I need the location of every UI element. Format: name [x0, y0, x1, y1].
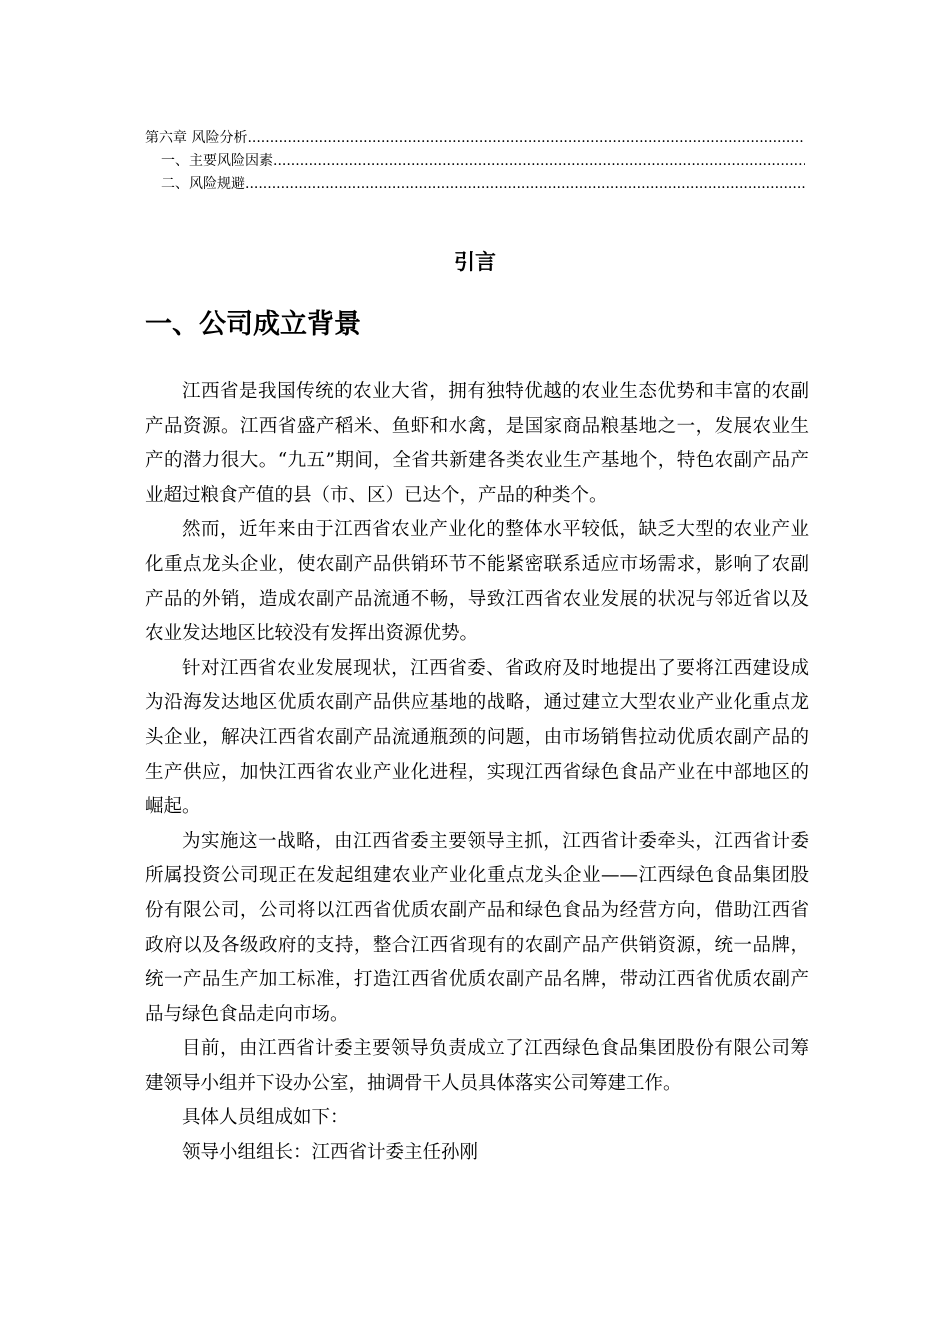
- paragraph: 为实施这一战略，由江西省委主要领导主抓，江西省计委牵头，江西省计委所属投资公司现正在发起组建农业产业化重点龙头企业——江西绿色食品集团股份有限公司，公司将以江西省优质农副产品和绿色食品为经营方向，借助江西省政府以及各级政府的支持，整合江西省现有的农副产品产供销资源，统一品牌，统一产品生产加工标准，打造江西省优质农副产品名牌，带动江西省优质农副产品与绿色食品走向市场。: [145, 830, 809, 1025]
- table-of-contents: [145, 127, 805, 196]
- toc-entry-chapter-6[interactable]: [145, 127, 805, 150]
- toc-leader-dots: [247, 127, 805, 150]
- toc-entry-main-risks[interactable]: [145, 150, 805, 173]
- toc-entry-label: 第六章 风险分析: [145, 130, 248, 146]
- paragraph: 具体人员组成如下：: [182, 1107, 349, 1129]
- intro-heading: 引言: [454, 250, 496, 274]
- paragraph: 针对江西省农业发展现状，江西省委、省政府及时地提出了要将江西建设成为沿海发达地区优质农副产品供应基地的战略，通过建立大型农业产业化重点龙头企业，解决江西省农副产品流通瓶颈的问题，由市场销售拉动优质农副产品的生产供应，加快江西省农业产业化进程，实现江西省绿色食品产业在中部地区的崛起。: [145, 657, 809, 818]
- toc-entry-label: 一、主要风险因素: [161, 153, 273, 169]
- paragraph: 江西省是我国传统的农业大省，拥有独特优越的农业生态优势和丰富的农副产品资源。江西省盛产稻米、鱼虾和水禽，是国家商品粮基地之一，发展农业生产的潜力很大。“九五”期间，全省共新建各类农业生产基地个，特色农副产品产业超过粮食产值的县（市、区）已达个，产品的种类个。: [145, 381, 809, 506]
- toc-entry-risk-avoidance[interactable]: [145, 173, 805, 196]
- body-text: [145, 375, 809, 1171]
- toc-leader-dots: [245, 173, 805, 196]
- section-heading: 一、公司成立背景: [145, 309, 361, 340]
- paragraph: 然而，近年来由于江西省农业产业化的整体水平较低，缺乏大型的农业产业化重点龙头企业，使农副产品供销环节不能紧密联系适应市场需求，影响了农副产品的外销，造成农副产品流通不畅，导致江西省农业发展的状况与邻近省以及农业发达地区比较没有发挥出资源优势。: [145, 519, 809, 645]
- toc-entry-label: 二、风险规避: [161, 176, 245, 192]
- toc-leader-dots: [273, 150, 805, 173]
- paragraph: 领导小组组长：江西省计委主任孙刚: [182, 1142, 479, 1164]
- paragraph: 目前，由江西省计委主要领导负责成立了江西绿色食品集团股份有限公司筹建领导小组并下设办公室，抽调骨干人员具体落实公司筹建工作。: [145, 1038, 809, 1094]
